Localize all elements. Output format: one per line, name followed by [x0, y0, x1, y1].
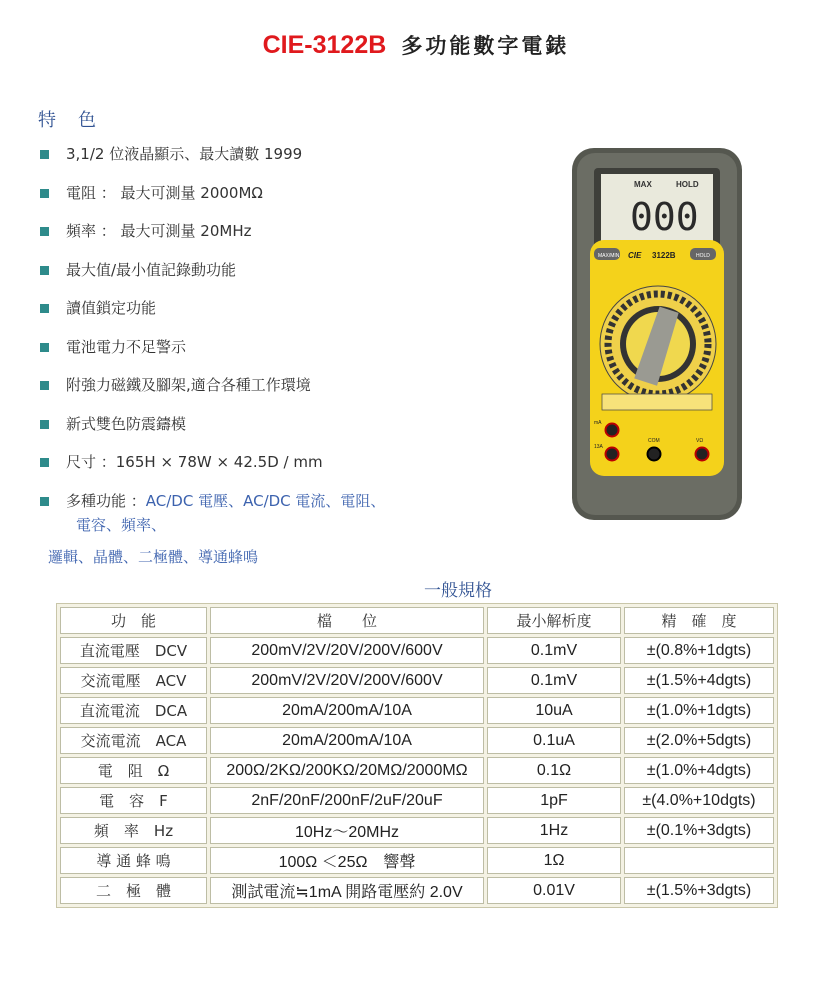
table-cell: 10Hz～20MHz [210, 817, 484, 844]
bullet-icon [40, 266, 49, 275]
bullet-icon [40, 497, 49, 506]
svg-text:HOLD: HOLD [696, 253, 710, 259]
features-heading: 特色 [38, 110, 118, 131]
list-item: 最大值/最小值記錄動功能 [40, 258, 440, 297]
table-cell: 2nF/20nF/200nF/2uF/20uF [210, 787, 484, 814]
svg-text:VΩ: VΩ [696, 438, 704, 444]
bullet-icon [40, 381, 49, 390]
table-cell: 直流電流 DCA [60, 697, 207, 724]
table-cell: ±(1.5%+3dgts) [624, 877, 774, 904]
list-item [40, 489, 440, 513]
list-item: 頻率 ： 最大可測量 20MHz [40, 219, 440, 258]
svg-text:COM: COM [648, 438, 660, 444]
column-header: 功 能 [60, 607, 207, 634]
table-cell: 0.1mV [487, 637, 621, 664]
list-item: 讀值鎖定功能 [40, 296, 440, 335]
column-header: 檔 位 [210, 607, 484, 634]
bullet-icon [40, 189, 49, 198]
jack-ma [606, 424, 619, 437]
table-row [60, 697, 774, 724]
features-list [40, 142, 440, 513]
table-cell: 導 通 蜂 鳴 [60, 847, 207, 874]
table-cell: 交流電流 ACA [60, 727, 207, 754]
lcd-hold-label: HOLD [676, 180, 699, 189]
feature-label: 多種功能 ： [66, 491, 146, 510]
page-title [0, 30, 832, 60]
table-row [60, 787, 774, 814]
column-header: 精 確 度 [624, 607, 774, 634]
table-cell [624, 847, 774, 874]
model-number: CIE-3122B [262, 31, 387, 59]
list-item: 尺寸 ：165H × 78W × 42.5D / mm [40, 450, 440, 489]
lcd-max-label: MAX [634, 180, 652, 189]
table-cell: 交流電壓 ACV [60, 667, 207, 694]
jack-vohm [696, 448, 709, 461]
bullet-icon [40, 420, 49, 429]
bullet-icon [40, 227, 49, 236]
spec-heading: 一般規格 [424, 581, 492, 601]
jack-13a [606, 448, 619, 461]
table-cell: ±(1.0%+1dgts) [624, 697, 774, 724]
spec-table [56, 603, 778, 908]
table-cell: 直流電壓 DCV [60, 637, 207, 664]
table-cell: 電 容 F [60, 787, 207, 814]
bullet-icon [40, 304, 49, 313]
table-row [60, 757, 774, 784]
list-item: 新式雙色防震鑄模 [40, 412, 440, 451]
table-cell: 二 極 體 [60, 877, 207, 904]
meter-model: 3122B [652, 251, 676, 260]
table-row [60, 727, 774, 754]
table-cell: ±(0.1%+3dgts) [624, 817, 774, 844]
svg-text:mA: mA [594, 420, 602, 426]
list-item: 電阻 ： 最大可測量 2000MΩ [40, 181, 440, 220]
jack-com [648, 448, 661, 461]
lcd-reading: 000 [630, 195, 699, 239]
feature-value: AC/DC 電壓、AC/DC 電流、電阻、 [145, 491, 386, 510]
list-item: 3,1/2 位液晶顯示、最大讀數 1999 [40, 142, 440, 181]
table-cell: 頻 率 Hz [60, 817, 207, 844]
table-row [60, 637, 774, 664]
table-cell: 10uA [487, 697, 621, 724]
bullet-icon [40, 343, 49, 352]
table-cell: 測試電流≒1mA 開路電壓約 2.0V [210, 877, 484, 904]
table-cell: 100Ω ＜25Ω 響聲 [210, 847, 484, 874]
table-header-row [60, 607, 774, 634]
table-cell: ±(1.0%+4dgts) [624, 757, 774, 784]
table-cell: ±(2.0%+5dgts) [624, 727, 774, 754]
multimeter-image [572, 148, 742, 520]
table-cell: 1Hz [487, 817, 621, 844]
table-cell: 1Ω [487, 847, 621, 874]
bullet-icon [40, 458, 49, 467]
table-cell: 200mV/2V/20V/200V/600V [210, 637, 484, 664]
feature-continuation: 邏輯、晶體、二極體、導通蜂鳴 [48, 548, 259, 566]
column-header: 最小解析度 [487, 607, 621, 634]
bullet-icon [40, 150, 49, 159]
table-cell: 0.1uA [487, 727, 621, 754]
table-row [60, 847, 774, 874]
meter-brand: CIE [628, 251, 642, 260]
product-name: 多功能數字電錶 [401, 34, 570, 58]
table-cell: 20mA/200mA/10A [210, 697, 484, 724]
svg-text:MAX/MIN: MAX/MIN [598, 253, 620, 259]
list-item: 附強力磁鐵及腳架,適合各種工作環境 [40, 373, 440, 412]
table-cell: 200mV/2V/20V/200V/600V [210, 667, 484, 694]
table-cell: ±(0.8%+1dgts) [624, 637, 774, 664]
table-cell: ±(4.0%+10dgts) [624, 787, 774, 814]
table-cell: 1pF [487, 787, 621, 814]
table-cell: 20mA/200mA/10A [210, 727, 484, 754]
table-cell: 200Ω/2KΩ/200KΩ/20MΩ/2000MΩ [210, 757, 484, 784]
table-row [60, 667, 774, 694]
svg-text:13A: 13A [594, 444, 603, 450]
table-cell: 0.1mV [487, 667, 621, 694]
feature-continuation: 電容、頻率、 [76, 516, 167, 534]
list-item: 電池電力不足警示 [40, 335, 440, 374]
table-row [60, 817, 774, 844]
table-cell: 電 阻 Ω [60, 757, 207, 784]
table-cell: 0.1Ω [487, 757, 621, 784]
table-cell: ±(1.5%+4dgts) [624, 667, 774, 694]
table-row [60, 877, 774, 904]
table-cell: 0.01V [487, 877, 621, 904]
